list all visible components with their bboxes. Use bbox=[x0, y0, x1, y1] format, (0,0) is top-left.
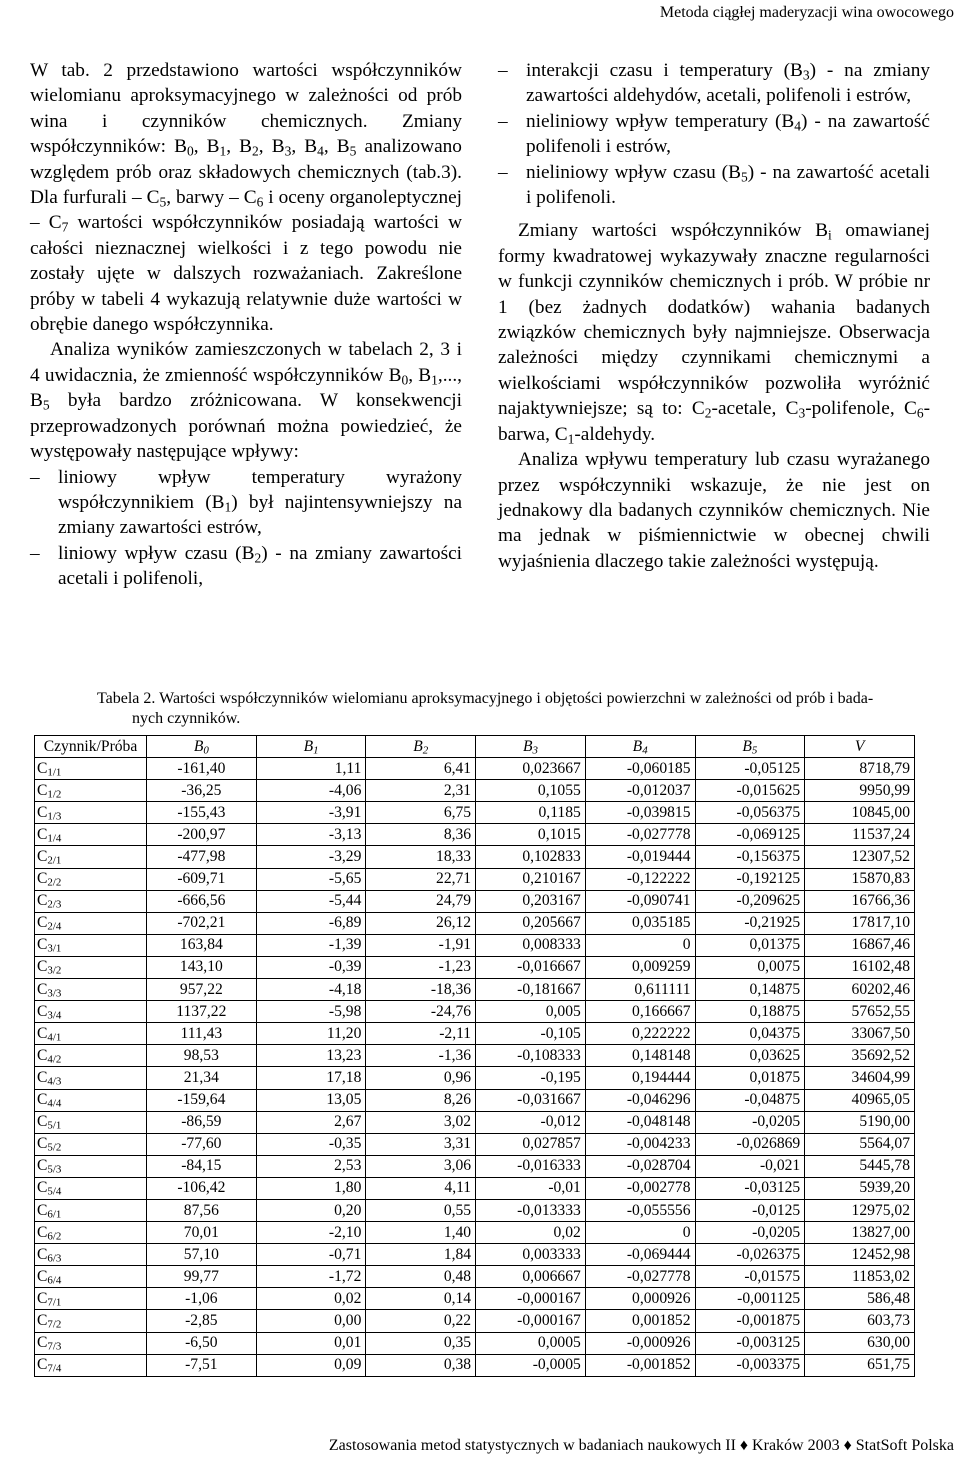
table-cell: -0,046296 bbox=[585, 1089, 695, 1111]
table-cell: -0,0205 bbox=[695, 1222, 805, 1244]
table-cell: 10845,00 bbox=[805, 802, 915, 824]
table-cell: -5,44 bbox=[256, 890, 366, 912]
row-factor-label: $C_{7/2}$ bbox=[35, 1310, 147, 1332]
running-footer: Zastosowania metod statystycznych w badaniach naukowych II ♦ Kraków 2003 ♦ StatSoft Polska bbox=[328, 1437, 954, 1454]
table-cell: 24,79 bbox=[366, 890, 476, 912]
table-cell: 9950,99 bbox=[805, 780, 915, 802]
table-cell: -0,21925 bbox=[695, 912, 805, 934]
table-cell: 1,84 bbox=[366, 1244, 476, 1266]
table-cell: -200,97 bbox=[147, 824, 257, 846]
table-cell: -2,11 bbox=[366, 1023, 476, 1045]
table-cell: 0 bbox=[585, 1222, 695, 1244]
table-cell: 0,01375 bbox=[695, 934, 805, 956]
table-row bbox=[35, 1222, 915, 1244]
table-cell: -77,60 bbox=[147, 1133, 257, 1155]
table-cell: -0,016333 bbox=[476, 1155, 586, 1177]
table-cell: -159,64 bbox=[147, 1089, 257, 1111]
table-row bbox=[35, 1067, 915, 1089]
column-header: $B_3$ bbox=[476, 736, 586, 758]
row-factor-label: $C_{3/1}$ bbox=[35, 934, 147, 956]
table-cell: 33067,50 bbox=[805, 1023, 915, 1045]
table-cell: 12452,98 bbox=[805, 1244, 915, 1266]
table-row bbox=[35, 1089, 915, 1111]
table-cell: -1,91 bbox=[366, 934, 476, 956]
row-factor-label: $C_{6/4}$ bbox=[35, 1266, 147, 1288]
table-cell: 87,56 bbox=[147, 1199, 257, 1221]
row-factor-label: $C_{4/4}$ bbox=[35, 1089, 147, 1111]
table-cell: 0,55 bbox=[366, 1199, 476, 1221]
column-header: $B_0$ bbox=[147, 736, 257, 758]
table-cell: 0,009259 bbox=[585, 956, 695, 978]
table-cell: 16867,46 bbox=[805, 934, 915, 956]
table-cell: 0,000926 bbox=[585, 1288, 695, 1310]
table-cell: -0,001875 bbox=[695, 1310, 805, 1332]
table-row bbox=[35, 1199, 915, 1221]
row-factor-label: $C_{7/3}$ bbox=[35, 1332, 147, 1354]
table-cell: 630,00 bbox=[805, 1332, 915, 1354]
table-cell: -6,50 bbox=[147, 1332, 257, 1354]
row-factor-label: $C_{6/1}$ bbox=[35, 1199, 147, 1221]
column-header: $B_1$ bbox=[256, 736, 366, 758]
table-cell: 40965,05 bbox=[805, 1089, 915, 1111]
table-row bbox=[35, 979, 915, 1001]
table-cell: 0,611111 bbox=[585, 979, 695, 1001]
table-row bbox=[35, 1001, 915, 1023]
bullet-nonlinear-temperature: – nieliniowy wpływ temperatury $(B_4)$ - na zawartość polifenoli i estrów, bbox=[498, 110, 930, 158]
table-cell: -0,03125 bbox=[695, 1177, 805, 1199]
table-row bbox=[35, 824, 915, 846]
table-cell: 163,84 bbox=[147, 934, 257, 956]
table-cell: 0,01875 bbox=[695, 1067, 805, 1089]
table-cell: -0,0205 bbox=[695, 1111, 805, 1133]
table-cell: -18,36 bbox=[366, 979, 476, 1001]
table-cell: 2,53 bbox=[256, 1155, 366, 1177]
table-cell: 21,34 bbox=[147, 1067, 257, 1089]
table-cell: 13827,00 bbox=[805, 1222, 915, 1244]
table-body bbox=[35, 758, 915, 1377]
table-cell: -0,01 bbox=[476, 1177, 586, 1199]
table-cell: -0,028704 bbox=[585, 1155, 695, 1177]
table-cell: -609,71 bbox=[147, 868, 257, 890]
table-cell: 0,38 bbox=[366, 1354, 476, 1376]
table-cell: 2,31 bbox=[366, 780, 476, 802]
table-cell: -0,027778 bbox=[585, 824, 695, 846]
table-cell: -0,069444 bbox=[585, 1244, 695, 1266]
table-cell: -0,048148 bbox=[585, 1111, 695, 1133]
table-header-row bbox=[35, 736, 915, 758]
row-factor-label: $C_{3/4}$ bbox=[35, 1001, 147, 1023]
table-cell: 12975,02 bbox=[805, 1199, 915, 1221]
table-cell: 0,005 bbox=[476, 1001, 586, 1023]
table-cell: -477,98 bbox=[147, 846, 257, 868]
table-cell: 11537,24 bbox=[805, 824, 915, 846]
table-cell: 0,166667 bbox=[585, 1001, 695, 1023]
row-factor-label: $C_{4/1}$ bbox=[35, 1023, 147, 1045]
row-factor-label: $C_{1/2}$ bbox=[35, 780, 147, 802]
table-row bbox=[35, 1332, 915, 1354]
table-cell: -3,13 bbox=[256, 824, 366, 846]
bullet-interaction: – interakcji czasu i temperatury $(B_3)$ - na zmiany zawartości aldehydów, acetali, polifenoli i estrów, bbox=[498, 60, 930, 107]
table-cell: -2,10 bbox=[256, 1222, 366, 1244]
table-cell: -86,59 bbox=[147, 1111, 257, 1133]
table-cell: 13,23 bbox=[256, 1045, 366, 1067]
table-cell: 0,205667 bbox=[476, 912, 586, 934]
table-row bbox=[35, 1288, 915, 1310]
table-cell: -0,108333 bbox=[476, 1045, 586, 1067]
table-cell: 0,203167 bbox=[476, 890, 586, 912]
table-cell: 15870,83 bbox=[805, 868, 915, 890]
table-cell: -0,021 bbox=[695, 1155, 805, 1177]
table-cell: -5,65 bbox=[256, 868, 366, 890]
table-cell: -0,01575 bbox=[695, 1266, 805, 1288]
table-cell: -0,001125 bbox=[695, 1288, 805, 1310]
table-cell: -0,000926 bbox=[585, 1332, 695, 1354]
table-cell: 22,71 bbox=[366, 868, 476, 890]
table-cell: 8,36 bbox=[366, 824, 476, 846]
table-cell: -0,060185 bbox=[585, 758, 695, 780]
paragraph-1: W tab. 2 przedstawiono wartości współczynników wielomianu aproksymacyjnego w zależności od prób wina i czynników chemicznych. Zmiany współczynników: $B_0$, $B_1$, $B_2$, $B_3$, $B_4$, $B_5$ analizowano względem prób oraz składowych chemicznych (tab.3). Dla furfurali – $C_5$, barwy – $C_6$ i oceny organoleptycznej – $C_7$ wartości współczynników posiadają wartości w całości nieznacznej wielkości i z tego powodu nie zostały ujęte w dalszych rozważaniach. Zakreślone próby w tabeli 4 wykazują relatywnie duże wartości w obrębie danego współczynnika. bbox=[30, 60, 463, 336]
table-cell: 0,0075 bbox=[695, 956, 805, 978]
table-row bbox=[35, 956, 915, 978]
table-cell: 603,73 bbox=[805, 1310, 915, 1332]
table-cell: -7,51 bbox=[147, 1354, 257, 1376]
table-cell: 18,33 bbox=[366, 846, 476, 868]
table-cell: 0,14 bbox=[366, 1288, 476, 1310]
table-cell: -106,42 bbox=[147, 1177, 257, 1199]
table-cell: 3,06 bbox=[366, 1155, 476, 1177]
table-cell: -0,05125 bbox=[695, 758, 805, 780]
paragraph-3: Zmiany wartości współczynników $B_i$ omawianej formy kwadratowej wykazywały znaczne regularności w funkcji czynników chemicznych i prób. W próbie nr 1 (bez żadnych dodatków) wahania badanych związków chemicznych były najmniejsze. Obserwacja zależności między czynnikami chemicznymi a wielkościami współczynników pozwoliła wyróżnić najaktywniejsze; są to: $C_2$-acetale, $C_3$-polifenole, $C_6$-barwa, $C_1$-aldehydy. bbox=[498, 220, 930, 447]
table-cell: -0,35 bbox=[256, 1133, 366, 1155]
table-cell: -1,23 bbox=[366, 956, 476, 978]
column-header: Czynnik/Próba bbox=[35, 736, 147, 758]
row-factor-label: $C_{2/4}$ bbox=[35, 912, 147, 934]
table-cell: -0,003125 bbox=[695, 1332, 805, 1354]
table-row bbox=[35, 868, 915, 890]
coefficients-table bbox=[34, 735, 915, 1377]
table-cell: 1,11 bbox=[256, 758, 366, 780]
running-header: Metoda ciągłej maderyzacji wina owocowego bbox=[659, 4, 954, 21]
table-cell: 0,148148 bbox=[585, 1045, 695, 1067]
table-cell: 0,001852 bbox=[585, 1310, 695, 1332]
table-cell: 16766,36 bbox=[805, 890, 915, 912]
left-column bbox=[30, 58, 462, 592]
table-cell: 0,18875 bbox=[695, 1001, 805, 1023]
table-cell: 1,40 bbox=[366, 1222, 476, 1244]
table-cell: -5,98 bbox=[256, 1001, 366, 1023]
dash-glyph: – bbox=[498, 110, 508, 132]
table-cell: -0,026869 bbox=[695, 1133, 805, 1155]
row-factor-label: $C_{7/4}$ bbox=[35, 1354, 147, 1376]
table-cell: -0,000167 bbox=[476, 1288, 586, 1310]
table-row bbox=[35, 1133, 915, 1155]
table-cell: -0,181667 bbox=[476, 979, 586, 1001]
table-cell: 0,96 bbox=[366, 1067, 476, 1089]
table-caption bbox=[97, 689, 942, 729]
table-row bbox=[35, 1111, 915, 1133]
table-cell: -84,15 bbox=[147, 1155, 257, 1177]
table-cell: 0,008333 bbox=[476, 934, 586, 956]
table-cell: 16102,48 bbox=[805, 956, 915, 978]
table-cell: -0,055556 bbox=[585, 1199, 695, 1221]
table-cell: -0,105 bbox=[476, 1023, 586, 1045]
table-cell: 0,14875 bbox=[695, 979, 805, 1001]
table-cell: 6,75 bbox=[366, 802, 476, 824]
table-cell: -0,012037 bbox=[585, 780, 695, 802]
table-row bbox=[35, 1310, 915, 1332]
table-cell: 0,1185 bbox=[476, 802, 586, 824]
table-cell: -0,002778 bbox=[585, 1177, 695, 1199]
table-cell: 5445,78 bbox=[805, 1155, 915, 1177]
row-factor-label: $C_{5/1}$ bbox=[35, 1111, 147, 1133]
row-factor-label: $C_{3/3}$ bbox=[35, 979, 147, 1001]
table-cell: 17,18 bbox=[256, 1067, 366, 1089]
table-cell: 0,1055 bbox=[476, 780, 586, 802]
row-factor-label: $C_{2/1}$ bbox=[35, 846, 147, 868]
table-cell: 12307,52 bbox=[805, 846, 915, 868]
right-column bbox=[498, 58, 930, 574]
table-cell: 60202,46 bbox=[805, 979, 915, 1001]
table-cell: 17817,10 bbox=[805, 912, 915, 934]
table-cell: 57,10 bbox=[147, 1244, 257, 1266]
table-cell: -0,156375 bbox=[695, 846, 805, 868]
table-cell: 99,77 bbox=[147, 1266, 257, 1288]
table-cell: -2,85 bbox=[147, 1310, 257, 1332]
table-row bbox=[35, 846, 915, 868]
row-factor-label: $C_{1/3}$ bbox=[35, 802, 147, 824]
table-cell: 70,01 bbox=[147, 1222, 257, 1244]
table-cell: 11853,02 bbox=[805, 1266, 915, 1288]
table-cell: 5190,00 bbox=[805, 1111, 915, 1133]
table-cell: -0,012 bbox=[476, 1111, 586, 1133]
table-cell: 143,10 bbox=[147, 956, 257, 978]
table-cell: -6,89 bbox=[256, 912, 366, 934]
table-cell: 957,22 bbox=[147, 979, 257, 1001]
table-cell: 0,035185 bbox=[585, 912, 695, 934]
table-cell: 0,35 bbox=[366, 1332, 476, 1354]
row-factor-label: $C_{2/3}$ bbox=[35, 890, 147, 912]
table-row bbox=[35, 912, 915, 934]
table-cell: 0,102833 bbox=[476, 846, 586, 868]
table-cell: 0,006667 bbox=[476, 1266, 586, 1288]
table-row bbox=[35, 1155, 915, 1177]
table-cell: -161,40 bbox=[147, 758, 257, 780]
table-row bbox=[35, 780, 915, 802]
table-cell: 0,210167 bbox=[476, 868, 586, 890]
paragraph-4: Analiza wpływu temperatury lub czasu wyrażanego przez współczynniki wskazuje, że nie jest on jednakowy dla badanych czynników chemicznych. Nie ma jednak w piśmiennictwie w obecnej chwili wyjaśnienia dlaczego takie zależności występują. bbox=[498, 449, 930, 572]
table-row bbox=[35, 1266, 915, 1288]
table-cell: 0,194444 bbox=[585, 1067, 695, 1089]
table-cell: -0,192125 bbox=[695, 868, 805, 890]
row-factor-label: $C_{6/2}$ bbox=[35, 1222, 147, 1244]
row-factor-label: $C_{1/4}$ bbox=[35, 824, 147, 846]
row-factor-label: $C_{5/3}$ bbox=[35, 1155, 147, 1177]
table-cell: -0,027778 bbox=[585, 1266, 695, 1288]
row-factor-label: $C_{3/2}$ bbox=[35, 956, 147, 978]
table-cell: -0,056375 bbox=[695, 802, 805, 824]
table-cell: -0,039815 bbox=[585, 802, 695, 824]
table-cell: -0,71 bbox=[256, 1244, 366, 1266]
table-cell: -0,001852 bbox=[585, 1354, 695, 1376]
bullet-linear-temperature: – liniowy wpływ temperatury wyrażony współczynnikiem $(B_1)$ był najintensywniejszy na zmiany zawartości estrów, bbox=[30, 466, 462, 539]
table-cell: -0,013333 bbox=[476, 1199, 586, 1221]
table-cell: 2,67 bbox=[256, 1111, 366, 1133]
table-cell: 98,53 bbox=[147, 1045, 257, 1067]
column-header: V bbox=[805, 736, 915, 758]
table-cell: 0,22 bbox=[366, 1310, 476, 1332]
row-factor-label: $C_{4/2}$ bbox=[35, 1045, 147, 1067]
table-cell: 4,11 bbox=[366, 1177, 476, 1199]
table-cell: 8,26 bbox=[366, 1089, 476, 1111]
table-row bbox=[35, 934, 915, 956]
table-row bbox=[35, 758, 915, 780]
table-cell: 0,023667 bbox=[476, 758, 586, 780]
table-cell: 0,0005 bbox=[476, 1332, 586, 1354]
table-cell: 0,48 bbox=[366, 1266, 476, 1288]
table-cell: -3,29 bbox=[256, 846, 366, 868]
column-header: $B_5$ bbox=[695, 736, 805, 758]
table-cell: 8718,79 bbox=[805, 758, 915, 780]
row-factor-label: $C_{5/4}$ bbox=[35, 1177, 147, 1199]
bullet-linear-time: – liniowy wpływ czasu $(B_2)$ - na zmiany zawartości acetali i polifenoli, bbox=[30, 542, 462, 590]
table-cell: -0,019444 bbox=[585, 846, 695, 868]
row-factor-label: $C_{7/1}$ bbox=[35, 1288, 147, 1310]
table-cell: 651,75 bbox=[805, 1354, 915, 1376]
table-cell: -0,000167 bbox=[476, 1310, 586, 1332]
table-cell: 5564,07 bbox=[805, 1133, 915, 1155]
table-row bbox=[35, 1023, 915, 1045]
table-cell: -0,0125 bbox=[695, 1199, 805, 1221]
table-cell: -0,209625 bbox=[695, 890, 805, 912]
table-row bbox=[35, 1045, 915, 1067]
table-cell: -36,25 bbox=[147, 780, 257, 802]
table-cell: 0,02 bbox=[256, 1288, 366, 1310]
table-cell: 1137,22 bbox=[147, 1001, 257, 1023]
table-cell: 3,02 bbox=[366, 1111, 476, 1133]
table-row bbox=[35, 1244, 915, 1266]
table-cell: -0,003375 bbox=[695, 1354, 805, 1376]
dash-glyph: – bbox=[498, 161, 508, 183]
table-row bbox=[35, 1177, 915, 1199]
table-cell: 0,02 bbox=[476, 1222, 586, 1244]
caption-line-2: nych czynników. bbox=[132, 710, 241, 727]
row-factor-label: $C_{5/2}$ bbox=[35, 1133, 147, 1155]
table-cell: -3,91 bbox=[256, 802, 366, 824]
table-cell: 0,003333 bbox=[476, 1244, 586, 1266]
table-cell: 0,03625 bbox=[695, 1045, 805, 1067]
table-cell: 0,20 bbox=[256, 1199, 366, 1221]
row-factor-label: $C_{2/2}$ bbox=[35, 868, 147, 890]
table-cell: 586,48 bbox=[805, 1288, 915, 1310]
table-cell: -0,04875 bbox=[695, 1089, 805, 1111]
table-cell: -155,43 bbox=[147, 802, 257, 824]
table-cell: 3,31 bbox=[366, 1133, 476, 1155]
table-cell: 0,222222 bbox=[585, 1023, 695, 1045]
table-cell: -0,195 bbox=[476, 1067, 586, 1089]
dash-glyph: – bbox=[498, 60, 508, 81]
table-cell: 57652,55 bbox=[805, 1001, 915, 1023]
table-row bbox=[35, 802, 915, 824]
row-factor-label: $C_{4/3}$ bbox=[35, 1067, 147, 1089]
table-cell: -666,56 bbox=[147, 890, 257, 912]
table-cell: 0,00 bbox=[256, 1310, 366, 1332]
table-cell: 0 bbox=[585, 934, 695, 956]
bullet-nonlinear-time: – nieliniowy wpływ czasu $(B_5)$ - na zawartość acetali i polifenoli. bbox=[498, 161, 931, 209]
table-cell: -702,21 bbox=[147, 912, 257, 934]
table-cell: -0,122222 bbox=[585, 868, 695, 890]
row-factor-label: $C_{6/3}$ bbox=[35, 1244, 147, 1266]
table-cell: -0,39 bbox=[256, 956, 366, 978]
column-header: $B_4$ bbox=[585, 736, 695, 758]
table-cell: -0,069125 bbox=[695, 824, 805, 846]
table-cell: 35692,52 bbox=[805, 1045, 915, 1067]
row-factor-label: $C_{1/1}$ bbox=[35, 758, 147, 780]
table-cell: -0,031667 bbox=[476, 1089, 586, 1111]
table-cell: 6,41 bbox=[366, 758, 476, 780]
table-cell: -1,36 bbox=[366, 1045, 476, 1067]
table-cell: -1,72 bbox=[256, 1266, 366, 1288]
table-cell: -1,39 bbox=[256, 934, 366, 956]
table-cell: 11,20 bbox=[256, 1023, 366, 1045]
table-cell: 13,05 bbox=[256, 1089, 366, 1111]
column-header: $B_2$ bbox=[366, 736, 476, 758]
dash-glyph: – bbox=[30, 542, 40, 564]
table-cell: 5939,20 bbox=[805, 1177, 915, 1199]
table-cell: -0,004233 bbox=[585, 1133, 695, 1155]
table-cell: 0,027857 bbox=[476, 1133, 586, 1155]
table-cell: -0,026375 bbox=[695, 1244, 805, 1266]
table-row bbox=[35, 890, 915, 912]
table-cell: -0,090741 bbox=[585, 890, 695, 912]
table-cell: -0,0005 bbox=[476, 1354, 586, 1376]
table-cell: 0,01 bbox=[256, 1332, 366, 1354]
table-cell: -4,06 bbox=[256, 780, 366, 802]
table-cell: 0,1015 bbox=[476, 824, 586, 846]
table-cell: 34604,99 bbox=[805, 1067, 915, 1089]
caption-line-1: Tabela 2. Wartości współczynników wielomianu aproksymacyjnego i objętości powierzchni w zależności od prób i bada- bbox=[97, 690, 874, 707]
table-cell: 1,80 bbox=[256, 1177, 366, 1199]
table-row bbox=[35, 1354, 915, 1376]
table-cell: -4,18 bbox=[256, 979, 366, 1001]
paragraph-2: Analiza wyników zamieszczonych w tabelach 2, 3 i 4 uwidacznia, że zmienność współczynników $B_0$, $B_1$,..., $B_5$ była bardzo zróżnicowana. W konsekwencji przeprowadzonych porównań można powiedzieć, że występowały następujące wpływy: bbox=[30, 339, 462, 463]
table-cell: 111,43 bbox=[147, 1023, 257, 1045]
table-cell: -0,015625 bbox=[695, 780, 805, 802]
table-cell: 0,04375 bbox=[695, 1023, 805, 1045]
table-cell: 26,12 bbox=[366, 912, 476, 934]
table-cell: -0,016667 bbox=[476, 956, 586, 978]
dash-glyph: – bbox=[30, 466, 40, 488]
table-cell: -1,06 bbox=[147, 1288, 257, 1310]
table-cell: -24,76 bbox=[366, 1001, 476, 1023]
table-cell: 0,09 bbox=[256, 1354, 366, 1376]
